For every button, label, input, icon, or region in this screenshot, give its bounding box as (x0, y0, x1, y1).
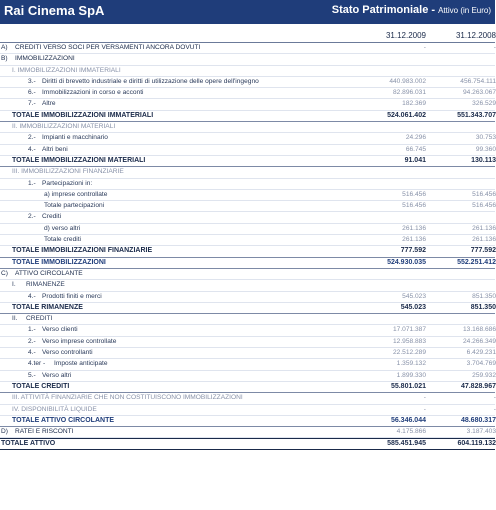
value-2009: 524.930.035 (387, 258, 426, 266)
value-2009: 22.512.289 (392, 349, 426, 357)
value-2008: 777.592 (470, 247, 496, 255)
value-2009: 12.958.883 (392, 337, 426, 345)
row-text: Crediti (42, 213, 62, 221)
row-label (44, 191, 107, 198)
row-prefix: 6.- (28, 89, 36, 97)
table-row (0, 133, 495, 144)
row-text: Impianti e macchinario (42, 134, 108, 142)
row-label (12, 304, 83, 311)
row-label (12, 281, 65, 288)
value-2008: 3.187.403 (466, 428, 496, 436)
row-text: CREDITI (26, 315, 53, 323)
row-label (28, 78, 259, 85)
row-text: RIMANENZE (26, 281, 65, 289)
table-row (0, 427, 495, 438)
value-2008: 326.529 (472, 100, 496, 108)
value-2009: 17.071.387 (392, 326, 426, 334)
row-text: Partecipazioni in: (42, 179, 93, 187)
value-2009: - (423, 44, 426, 51)
row-text: I. IMMOBILIZZAZIONI IMMATERIALI (12, 66, 121, 74)
total-row (0, 258, 495, 269)
value-2008: 551.343.707 (457, 111, 496, 119)
row-text: TOTALE ATTIVO CIRCOLANTE (12, 416, 115, 424)
value-2009: 91.041 (404, 156, 426, 164)
row-text: II. IMMOBILIZZAZIONI MATERIALI (12, 123, 116, 131)
value-2009: 545.023 (400, 303, 426, 311)
row-text: Prodotti finiti e merci (42, 292, 102, 300)
value-2009: 585.451.945 (387, 440, 426, 448)
balance-table (0, 43, 495, 450)
value-2008: 99.360 (475, 145, 496, 153)
row-text: TOTALE RIMANENZE (12, 303, 83, 311)
value-2009: 55.801.021 (390, 382, 426, 390)
table-row (0, 77, 495, 88)
row-prefix: 5.- (28, 371, 36, 379)
value-2008: 130.113 (471, 156, 496, 164)
row-label (28, 360, 108, 367)
table-row (0, 167, 495, 178)
header-banner (0, 0, 495, 24)
value-2009: 440.983.002 (389, 77, 426, 85)
value-2008: 6.429.231 (466, 349, 496, 357)
column-header-2009: 31.12.2009 (385, 31, 426, 40)
row-text: IV. DISPONIBILITÀ LIQUIDE (12, 405, 97, 413)
row-label (12, 112, 153, 119)
value-2009: 56.346.044 (390, 416, 426, 424)
table-row (0, 99, 495, 110)
value-2008: 456.754.111 (460, 77, 496, 85)
table-row (0, 212, 495, 223)
row-label (1, 270, 83, 277)
row-text: Totale partecipazioni (44, 202, 105, 210)
row-label (12, 383, 69, 390)
value-2008: 552.251.412 (457, 258, 496, 266)
row-prefix: 1.- (28, 326, 36, 334)
row-label (12, 67, 121, 74)
value-2008: 47.828.967 (460, 382, 496, 390)
value-2008: 94.263.067 (462, 89, 496, 97)
value-2009: 261.136 (402, 236, 426, 244)
row-label (12, 394, 243, 401)
value-2009: 777.592 (400, 247, 426, 255)
document-title (332, 4, 491, 16)
title-text: Stato Patrimoniale - (331, 4, 436, 16)
row-text: Immobilizzazioni in corso e acconti (42, 89, 144, 97)
row-label (1, 44, 200, 51)
row-text: CREDITI VERSO SOCI PER VERSAMENTI ANCORA DOVUTI (15, 44, 201, 51)
total-row (0, 382, 495, 393)
value-2008: 604.119.132 (457, 440, 496, 448)
row-prefix: B) (1, 55, 8, 63)
table-row (0, 325, 495, 336)
row-label (28, 134, 108, 141)
total-row (0, 416, 495, 427)
row-text: Altri beni (42, 145, 68, 153)
row-text: IMMOBILIZZAZIONI (15, 55, 75, 63)
row-text: Verso altri (42, 371, 72, 379)
total-row (0, 111, 495, 122)
table-row (0, 348, 495, 359)
table-row (0, 66, 495, 77)
row-label (28, 213, 61, 220)
total-row (0, 303, 495, 314)
row-text: TOTALE IMMOBILIZZAZIONI IMMATERIALI (12, 111, 154, 119)
row-label (28, 146, 68, 153)
table-row (0, 201, 495, 212)
row-prefix: I. (12, 281, 16, 289)
row-text: TOTALE CREDITI (12, 382, 70, 390)
row-prefix: II. (12, 315, 18, 323)
table-row (0, 292, 495, 303)
row-label (28, 293, 102, 300)
row-text: TOTALE IMMOBILIZZAZIONI FINANZIARIE (12, 247, 153, 255)
table-row (0, 393, 495, 404)
table-row (0, 337, 495, 348)
row-label (28, 100, 56, 107)
row-prefix: 4.ter - (28, 360, 46, 368)
table-row (0, 88, 495, 99)
row-text: Diritti di brevetto industriale e diritti di utilizzazione delle opere dell'ingegno (42, 77, 259, 85)
row-label (1, 440, 55, 447)
total-row (0, 246, 495, 257)
row-label (1, 55, 75, 62)
value-2008: 48.680.317 (460, 416, 496, 424)
row-text: TOTALE IMMOBILIZZAZIONI MATERIALI (12, 156, 146, 164)
row-prefix: 4.- (28, 145, 36, 153)
table-row (0, 359, 495, 370)
row-prefix: 1.- (28, 179, 36, 187)
title-subtitle: Attivo (in Euro) (438, 6, 491, 15)
row-label (12, 406, 97, 413)
total-row (0, 438, 495, 449)
value-2008: 24.266.349 (462, 337, 496, 345)
table-row (0, 235, 495, 246)
value-2009: 182.369 (402, 100, 426, 108)
value-2008: 259.932 (472, 371, 496, 379)
row-label (44, 202, 104, 209)
row-label (12, 417, 114, 424)
row-text: d) verso altri (44, 224, 81, 232)
row-prefix: 2.- (28, 134, 36, 142)
value-2008: 3.704.769 (466, 360, 496, 368)
value-2009: 524.061.402 (387, 111, 426, 119)
row-text: Totale crediti (44, 236, 82, 244)
row-label (12, 123, 115, 130)
value-2009: 4.175.866 (396, 428, 426, 436)
value-2008: 516.456 (472, 202, 496, 210)
table-row (0, 371, 495, 382)
total-row (0, 156, 495, 167)
row-text: a) imprese controllate (44, 190, 108, 198)
row-label (28, 338, 116, 345)
row-text: III. IMMOBILIZZAZIONI FINANZIARIE (12, 168, 124, 176)
value-2008: 261.136 (472, 236, 496, 244)
row-label (12, 247, 152, 254)
row-text: TOTALE ATTIVO (1, 440, 56, 448)
value-2008: - (493, 405, 496, 413)
row-text: RATEI E RISCONTI (15, 428, 74, 436)
row-prefix: C) (1, 269, 8, 277)
value-2008: 516.456 (472, 190, 496, 198)
table-row (0, 314, 495, 325)
value-2009: 1.899.330 (396, 371, 426, 379)
value-2009: 66.745 (405, 145, 426, 153)
row-text: Imposte anticipate (54, 360, 108, 368)
value-2009: 24.296 (405, 134, 426, 142)
value-2008: 30.753 (475, 134, 496, 142)
row-label (28, 180, 92, 187)
value-2009: - (423, 405, 426, 413)
table-row (0, 405, 495, 416)
row-prefix: 2.- (28, 337, 36, 345)
column-header-2008: 31.12.2008 (455, 31, 496, 40)
value-2008: - (493, 394, 496, 402)
table-row (0, 122, 495, 133)
value-2009: 516.456 (402, 190, 426, 198)
row-label (28, 326, 78, 333)
row-label (12, 315, 52, 322)
value-2009: 82.896.031 (392, 89, 426, 97)
row-label (44, 225, 80, 232)
value-2008: 851.350 (472, 292, 496, 300)
row-text: Verso clienti (42, 326, 78, 334)
table-row (0, 145, 495, 156)
row-text: III. ATTIVITÀ FINANZIARIE CHE NON COSTITUISCONO IMMOBILIZZAZIONI (12, 394, 243, 402)
row-label (28, 349, 93, 356)
table-row (0, 269, 495, 280)
row-label (28, 372, 71, 379)
table-row (0, 43, 495, 54)
value-2009: 516.456 (402, 202, 426, 210)
value-2009: 1.359.132 (396, 360, 426, 368)
row-prefix: 2.- (28, 213, 36, 221)
row-prefix: 4.- (28, 292, 36, 300)
table-row (0, 190, 495, 201)
row-prefix: 4.- (28, 349, 36, 357)
row-label (12, 157, 145, 164)
value-2008: 261.136 (472, 224, 496, 232)
value-2008: - (493, 44, 496, 51)
table-row (0, 179, 495, 190)
row-prefix: A) (1, 44, 8, 51)
row-label (12, 168, 124, 175)
row-label (12, 259, 106, 266)
row-text: Altre (42, 100, 56, 108)
table-row (0, 54, 495, 65)
value-2008: 13.168.686 (462, 326, 496, 334)
row-text: ATTIVO CIRCOLANTE (15, 269, 83, 277)
row-label (1, 428, 74, 435)
value-2009: 545.023 (402, 292, 426, 300)
table-row (0, 280, 495, 291)
value-2009: 261.136 (402, 224, 426, 232)
row-prefix: 3.- (28, 77, 36, 85)
value-2009: - (423, 394, 426, 402)
row-label (28, 89, 144, 96)
company-name: Rai Cinema SpA (4, 3, 105, 18)
row-text: TOTALE IMMOBILIZZAZIONI (12, 258, 106, 266)
table-row (0, 224, 495, 235)
row-prefix: D) (1, 428, 8, 436)
value-2008: 851.350 (470, 303, 496, 311)
row-prefix: 7.- (28, 100, 36, 108)
row-label (44, 236, 81, 243)
row-text: Verso controllanti (42, 349, 93, 357)
row-text: Verso imprese controllate (42, 337, 117, 345)
